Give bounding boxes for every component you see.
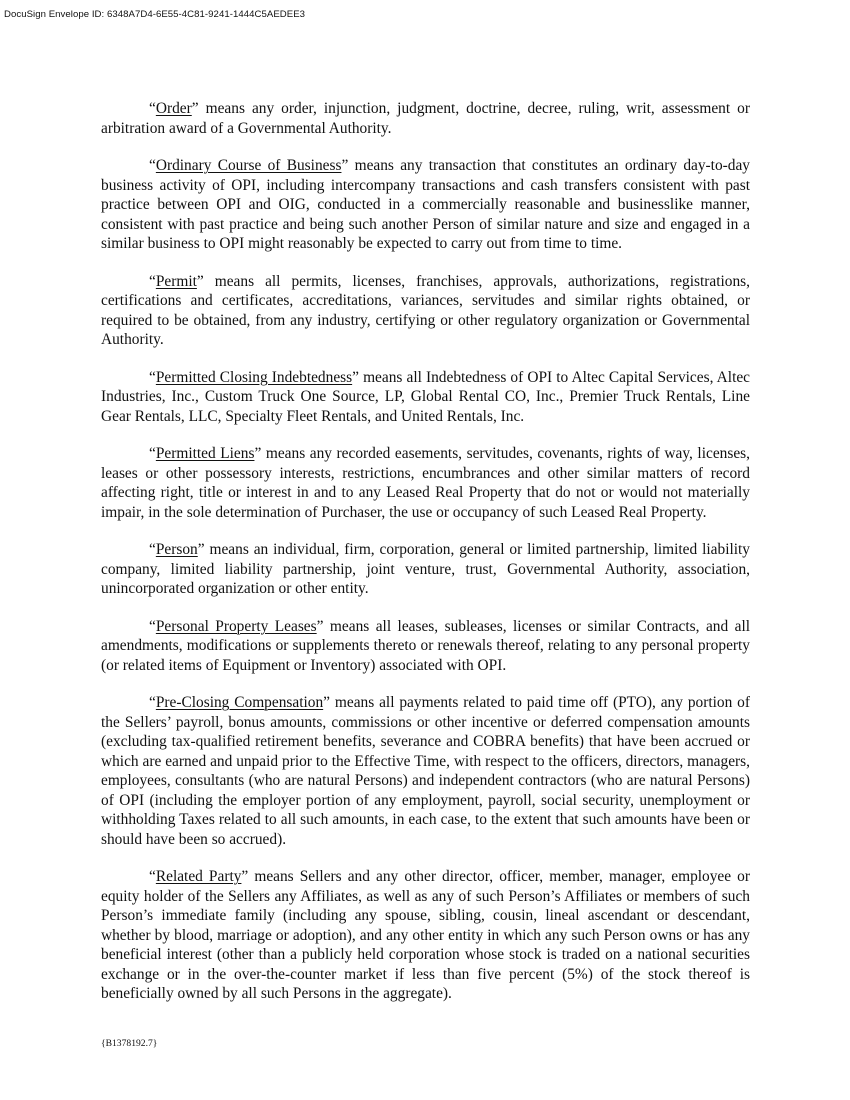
definition-text: means all leases, subleases, licenses or similar Contracts, and all amendments, modifications or supplements thereto or renewals thereof, relating to any personal property (or related items of Equipment or Inventory) associated with OPI. <box>101 617 750 674</box>
definition-ordinary-course-of-business: “Ordinary Course of Business” means any transaction that constitutes an ordinary day-to-day business activity of OPI, including intercompany transactions and cash transfers consistent with past practice between OPI and OIG, conducted in a commercially reasonable and businesslike manner, consistent with past practice and being such another Person of similar nature and size and engaged in a similar business to OPI might reasonably be expected to carry out from time to time. <box>101 157 750 252</box>
defined-term: Pre-Closing Compensation <box>155 694 324 711</box>
definition-text: means any transaction that constitutes an ordinary day-to-day business activity of OPI, including intercompany transactions and cash transfers consistent with past practice between OPI and OIG, conducted in a commercially reasonable and businesslike manner, consistent with past practice and being such another Person of similar nature and size and engaged in a similar business to OPI might reasonably be expected to carry out from time to time. <box>101 157 750 252</box>
definition-order: “Order” means any order, injunction, judgment, doctrine, decree, ruling, writ, assessment or arbitration award of a Governmental Authority. <box>101 100 750 137</box>
document-reference: {B1378192.7} <box>101 1038 158 1049</box>
definition-personal-property-leases: “Personal Property Leases” means all leases, subleases, licenses or similar Contracts, and all amendments, modifications or supplements thereto or renewals thereof, relating to any personal property (or related items of Equipment or Inventory) associated with OPI. <box>101 617 750 674</box>
definition-text: means all payments related to paid time off (PTO), any portion of the Sellers’ payroll, bonus amounts, commissions or other incentive or deferred compensation amounts (excluding tax-qualified retirement benefits, severance and COBRA benefits) that have been accrued or which are earned and unpaid prior to the Effective Time, with respect to the officers, directors, managers, employees, consultants (who are natural Persons) and independent contractors (who are natural Persons) of OPI (including the employer portion of any employment, payroll, social security, unemployment or withholding Taxes related to all such amounts, in each case, to the extent that such amounts have been or should have been so accrued). <box>101 694 750 848</box>
definition-text: means any order, injunction, judgment, doctrine, decree, ruling, writ, assessment or arbitration award of a Governmental Authority. <box>101 100 750 137</box>
definition-text: means all Indebtedness of OPI to Altec Capital Services, Altec Industries, Inc., Custom Truck One Source, LP, Global Rental CO, Inc., Premier Truck Rentals, Line Gear Rentals, LLC, Specialty Fleet Rentals, and United Rentals, Inc. <box>101 368 751 425</box>
definition-text: means Sellers and any other director, officer, member, manager, employee or equity holder of the Sellers any Affiliates, as well as any of such Person’s Affiliates or members of such Person’s immediate family (including any spouse, sibling, cousin, lineal ascendant or descendant, whether by blood, marriage or adoption), and any other entity in which any such Person owns or has any beneficial interest (other than a publicly held corporation whose stock is traded on a national securities exchange or in the over-the-counter market if less than five percent (5%) of the stock thereof is beneficially owned by all such Persons in the aggregate). <box>101 868 750 1002</box>
defined-term: Permitted Closing Indebtedness <box>155 368 353 386</box>
definitions-section <box>101 99 750 1022</box>
defined-term: Order <box>155 100 192 117</box>
defined-term: Personal Property Leases <box>155 617 317 635</box>
definition-text: means any recorded easements, servitudes, covenants, rights of way, licenses, leases or other possessory interests, restrictions, encumbrances and other similar matters of record affecting right, title or interest in and to any Leased Real Property that do not or would not materially impair, in the sole determination of Purchaser, the use or occupancy of such Leased Real Property. <box>101 445 750 521</box>
defined-term: Ordinary Course of Business <box>155 157 342 174</box>
docusign-envelope-id: DocuSign Envelope ID: 6348A7D4-6E55-4C81-9241-1444C5AEDEE3 <box>4 9 306 20</box>
definition-permitted-closing-indebtedness: “Permitted Closing Indebtedness” means all Indebtedness of OPI to Altec Capital Services, Altec Industries, Inc., Custom Truck One Source, LP, Global Rental CO, Inc., Premier Truck Rentals, Line Gear Rentals, LLC, Specialty Fleet Rentals, and United Rentals, Inc. <box>101 368 751 425</box>
definition-pre-closing-compensation: “Pre-Closing Compensation” means all payments related to paid time off (PTO), any portion of the Sellers’ payroll, bonus amounts, commissions or other incentive or deferred compensation amounts (excluding tax-qualified retirement benefits, severance and COBRA benefits) that have been accrued or which are earned and unpaid prior to the Effective Time, with respect to the officers, directors, managers, employees, consultants (who are natural Persons) and independent contractors (who are natural Persons) of OPI (including the employer portion of any employment, payroll, social security, unemployment or withholding Taxes related to all such amounts, in each case, to the extent that such amounts have been or should have been so accrued). <box>101 694 750 848</box>
defined-term: Person <box>155 541 198 558</box>
definition-person: “Person” means an individual, firm, corporation, general or limited partnership, limited liability company, limited liability partnership, joint venture, trust, Governmental Authority, association, unincorporated organization or other entity. <box>101 541 750 597</box>
definition-related-party: “Related Party” means Sellers and any other director, officer, member, manager, employee or equity holder of the Sellers any Affiliates, as well as any of such Person’s Affiliates or members of such Person’s immediate family (including any spouse, sibling, cousin, lineal ascendant or descendant, whether by blood, marriage or adoption), and any other entity in which any such Person owns or has any beneficial interest (other than a publicly held corporation whose stock is traded on a national securities exchange or in the over-the-counter market if less than five percent (5%) of the stock thereof is beneficially owned by all such Persons in the aggregate). <box>101 868 750 1002</box>
definition-permit: “Permit” means all permits, licenses, franchises, approvals, authorizations, registrations, certifications and certificates, accreditations, variances, servitudes and similar rights obtained, or required to be obtained, from any industry, certifying or other regulatory organization or Governmental Authority. <box>101 272 750 348</box>
defined-term: Related Party <box>155 868 242 885</box>
definition-permitted-liens: “Permitted Liens” means any recorded easements, servitudes, covenants, rights of way, licenses, leases or other possessory interests, restrictions, encumbrances and other similar matters of record affecting right, title or interest in and to any Leased Real Property that do not or would not materially impair, in the sole determination of Purchaser, the use or occupancy of such Leased Real Property. <box>101 445 750 521</box>
definition-text: means an individual, firm, corporation, general or limited partnership, limited liability company, limited liability partnership, joint venture, trust, Governmental Authority, association, unincorporated organization or other entity. <box>101 541 750 597</box>
defined-term: Permitted Liens <box>155 445 255 462</box>
defined-term: Permit <box>155 272 197 290</box>
definition-text: means all permits, licenses, franchises, approvals, authorizations, registrations, certifications and certificates, accreditations, variances, servitudes and similar rights obtained, or required to be obtained, from any industry, certifying or other regulatory organization or Governmental Authority. <box>101 272 750 348</box>
